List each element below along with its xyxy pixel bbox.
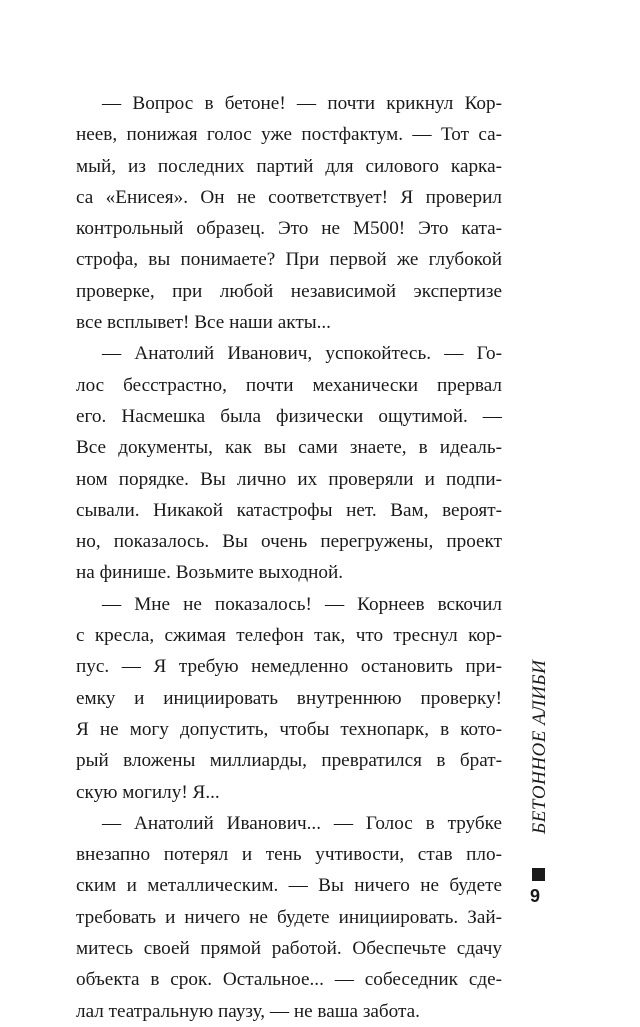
running-title: БЕТОННОЕ АЛИБИ: [529, 660, 550, 835]
square-marker-icon: [532, 868, 545, 881]
text-line: контрольный образец. Это не М500! Это ката-: [76, 218, 502, 240]
text-line: скую могилу! Я...: [76, 781, 220, 803]
text-line: объекта в срок. Остальное... — собеседник сде-: [76, 969, 502, 991]
text-line: — Анатолий Иванович... — Голос в трубке: [102, 812, 502, 834]
text-line: неев, понижая голос уже постфактум. — Тот са-: [76, 124, 502, 146]
body-text: [76, 88, 502, 1027]
text-line: Все документы, как вы сами знаете, в идеаль-: [76, 437, 502, 459]
text-line: са «Енисея». Он не соответствует! Я проверил: [76, 186, 502, 208]
text-line: его. Насмешка была физически ощутимой. —: [76, 405, 502, 427]
running-head: [530, 660, 550, 880]
text-line: строфа, вы понимаете? При первой же глубокой: [76, 249, 502, 271]
text-line: — Анатолий Иванович, успокойтесь. — Го-: [102, 343, 502, 365]
text-line: на финише. Возьмите выходной.: [76, 562, 344, 584]
text-line: лал театральную паузу, — не ваша забота.: [76, 1000, 420, 1022]
text-line: рый вложены миллиарды, превратился в брат-: [76, 750, 502, 772]
text-line: но, показалось. Вы очень перегружены, проект: [76, 531, 502, 553]
text-line: внезапно потерял и тень учтивости, став пло-: [76, 844, 502, 866]
text-line: — Мне не показалось! — Корнеев вскочил: [102, 593, 502, 615]
text-line: Я не могу допустить, чтобы технопарк, в кото-: [76, 718, 502, 740]
text-line: митесь своей прямой работой. Обеспечьте сдачу: [76, 938, 502, 960]
text-line: лос бесстрастно, почти механически прервал: [76, 374, 502, 396]
text-line: все всплывет! Все наши акты...: [76, 312, 331, 334]
text-line: мый, из последних партий для силового карка-: [76, 155, 502, 177]
text-line: емку и инициировать внутреннюю проверку!: [76, 687, 502, 709]
page-number: 9: [529, 886, 540, 906]
text-line: ским и металлическим. — Вы ничего не будете: [76, 875, 502, 897]
text-line: пус. — Я требую немедленно остановить при-: [76, 656, 502, 678]
text-line: — Вопрос в бетоне! — почти крикнул Кор-: [102, 93, 502, 114]
text-line: ном порядке. Вы лично их проверяли и подпи-: [76, 468, 502, 490]
text-line: с кресла, сжимая телефон так, что треснул кор-: [76, 625, 502, 647]
text-line: проверке, при любой независимой экспертизе: [76, 280, 502, 302]
text-line: требовать и ничего не будете инициировать. Зай-: [76, 906, 502, 928]
text-line: сывали. Никакой катастрофы нет. Вам, вероят-: [76, 499, 502, 521]
